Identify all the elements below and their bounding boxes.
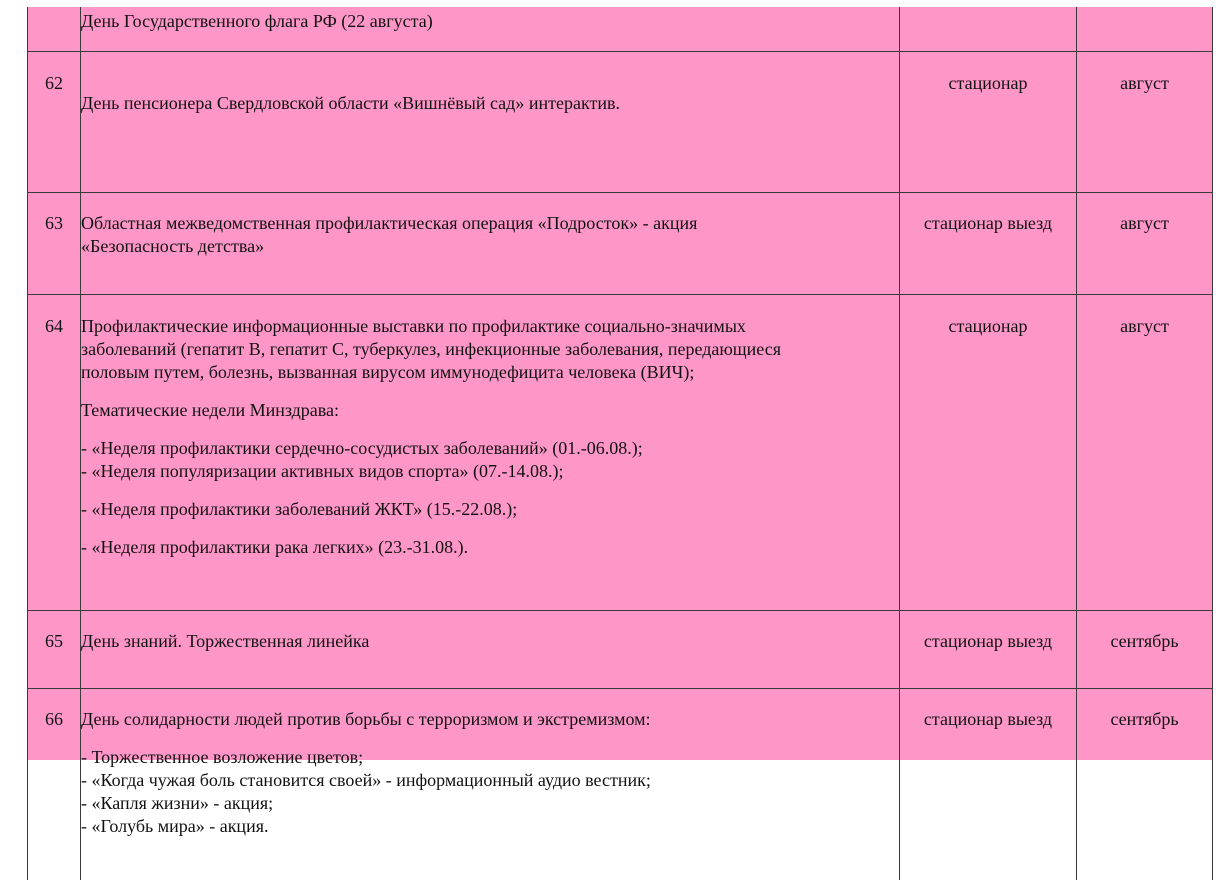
table-row — [28, 611, 1213, 689]
event-title-cell — [81, 689, 900, 880]
event-month-cell: август — [1077, 295, 1213, 611]
table-row — [28, 52, 1213, 193]
week-item: - «Неделя популяризации активных видов спорта» (07.-14.08.); — [81, 460, 899, 483]
row-number-cell: 62 — [28, 52, 81, 193]
event-title-line: «Безопасность детства» — [81, 235, 899, 258]
exhibitions-intro — [81, 315, 899, 384]
event-month-cell: сентябрь — [1077, 611, 1213, 689]
row-number-cell: 64 — [28, 295, 81, 611]
weeks-group — [81, 437, 899, 483]
list-item: - «Голубь мира» - акция. — [81, 815, 899, 838]
table-row — [28, 193, 1213, 295]
event-place-cell: стационар выезд — [900, 193, 1077, 295]
week-item: - «Неделя профилактики сердечно-сосудистых заболеваний» (01.-06.08.); — [81, 437, 899, 460]
event-title-cell — [81, 7, 900, 52]
intro-line: заболеваний (гепатит В, гепатит С, туберкулез, инфекционные заболевания, передающиеся — [81, 338, 899, 361]
events-plan-table — [27, 7, 1213, 880]
row-number-cell: 63 — [28, 193, 81, 295]
intro-line: Профилактические информационные выставки по профилактике социально-значимых — [81, 315, 899, 338]
week-item: - «Неделя профилактики рака легких» (23.-31.08.). — [81, 536, 899, 559]
event-month-cell: сентябрь — [1077, 689, 1213, 880]
event-items — [81, 746, 899, 838]
list-item: - «Когда чужая боль становится своей» - информационный аудио вестник; — [81, 769, 899, 792]
list-item: - Торжественное возложение цветов; — [81, 746, 899, 769]
weeks-heading: Тематические недели Минздрава: — [81, 399, 899, 422]
event-title-cell — [81, 52, 900, 193]
intro-line: половым путем, болезнь, вызванная вирусом иммунодефицита человека (ВИЧ); — [81, 361, 899, 384]
event-place-cell: стационар выезд — [900, 689, 1077, 880]
table-row — [28, 7, 1213, 52]
event-place-cell: стационар — [900, 52, 1077, 193]
event-title-line: Областная межведомственная профилактическая операция «Подросток» - акция — [81, 212, 899, 235]
event-place-cell: стационар выезд — [900, 611, 1077, 689]
event-title: День солидарности людей против борьбы с терроризмом и экстремизмом: — [81, 708, 899, 731]
week-item: - «Неделя профилактики заболеваний ЖКТ» (15.-22.08.); — [81, 498, 899, 521]
event-place-cell — [900, 7, 1077, 52]
event-title-cell — [81, 193, 900, 295]
event-month-cell — [1077, 7, 1213, 52]
row-number-cell — [28, 7, 81, 52]
event-place-cell: стационар — [900, 295, 1077, 611]
event-title: День пенсионера Свердловской области «Вишнёвый сад» интерактив. — [81, 93, 620, 113]
event-month-cell: август — [1077, 193, 1213, 295]
event-title: День Государственного флага РФ (22 августа) — [81, 11, 433, 31]
row-number-cell: 65 — [28, 611, 81, 689]
table-row — [28, 689, 1213, 880]
event-title-cell — [81, 611, 900, 689]
event-title-cell — [81, 295, 900, 611]
table-row — [28, 295, 1213, 611]
list-item: - «Капля жизни» - акция; — [81, 792, 899, 815]
event-month-cell: август — [1077, 52, 1213, 193]
row-number-cell: 66 — [28, 689, 81, 880]
event-title: День знаний. Торжественная линейка — [81, 631, 369, 651]
